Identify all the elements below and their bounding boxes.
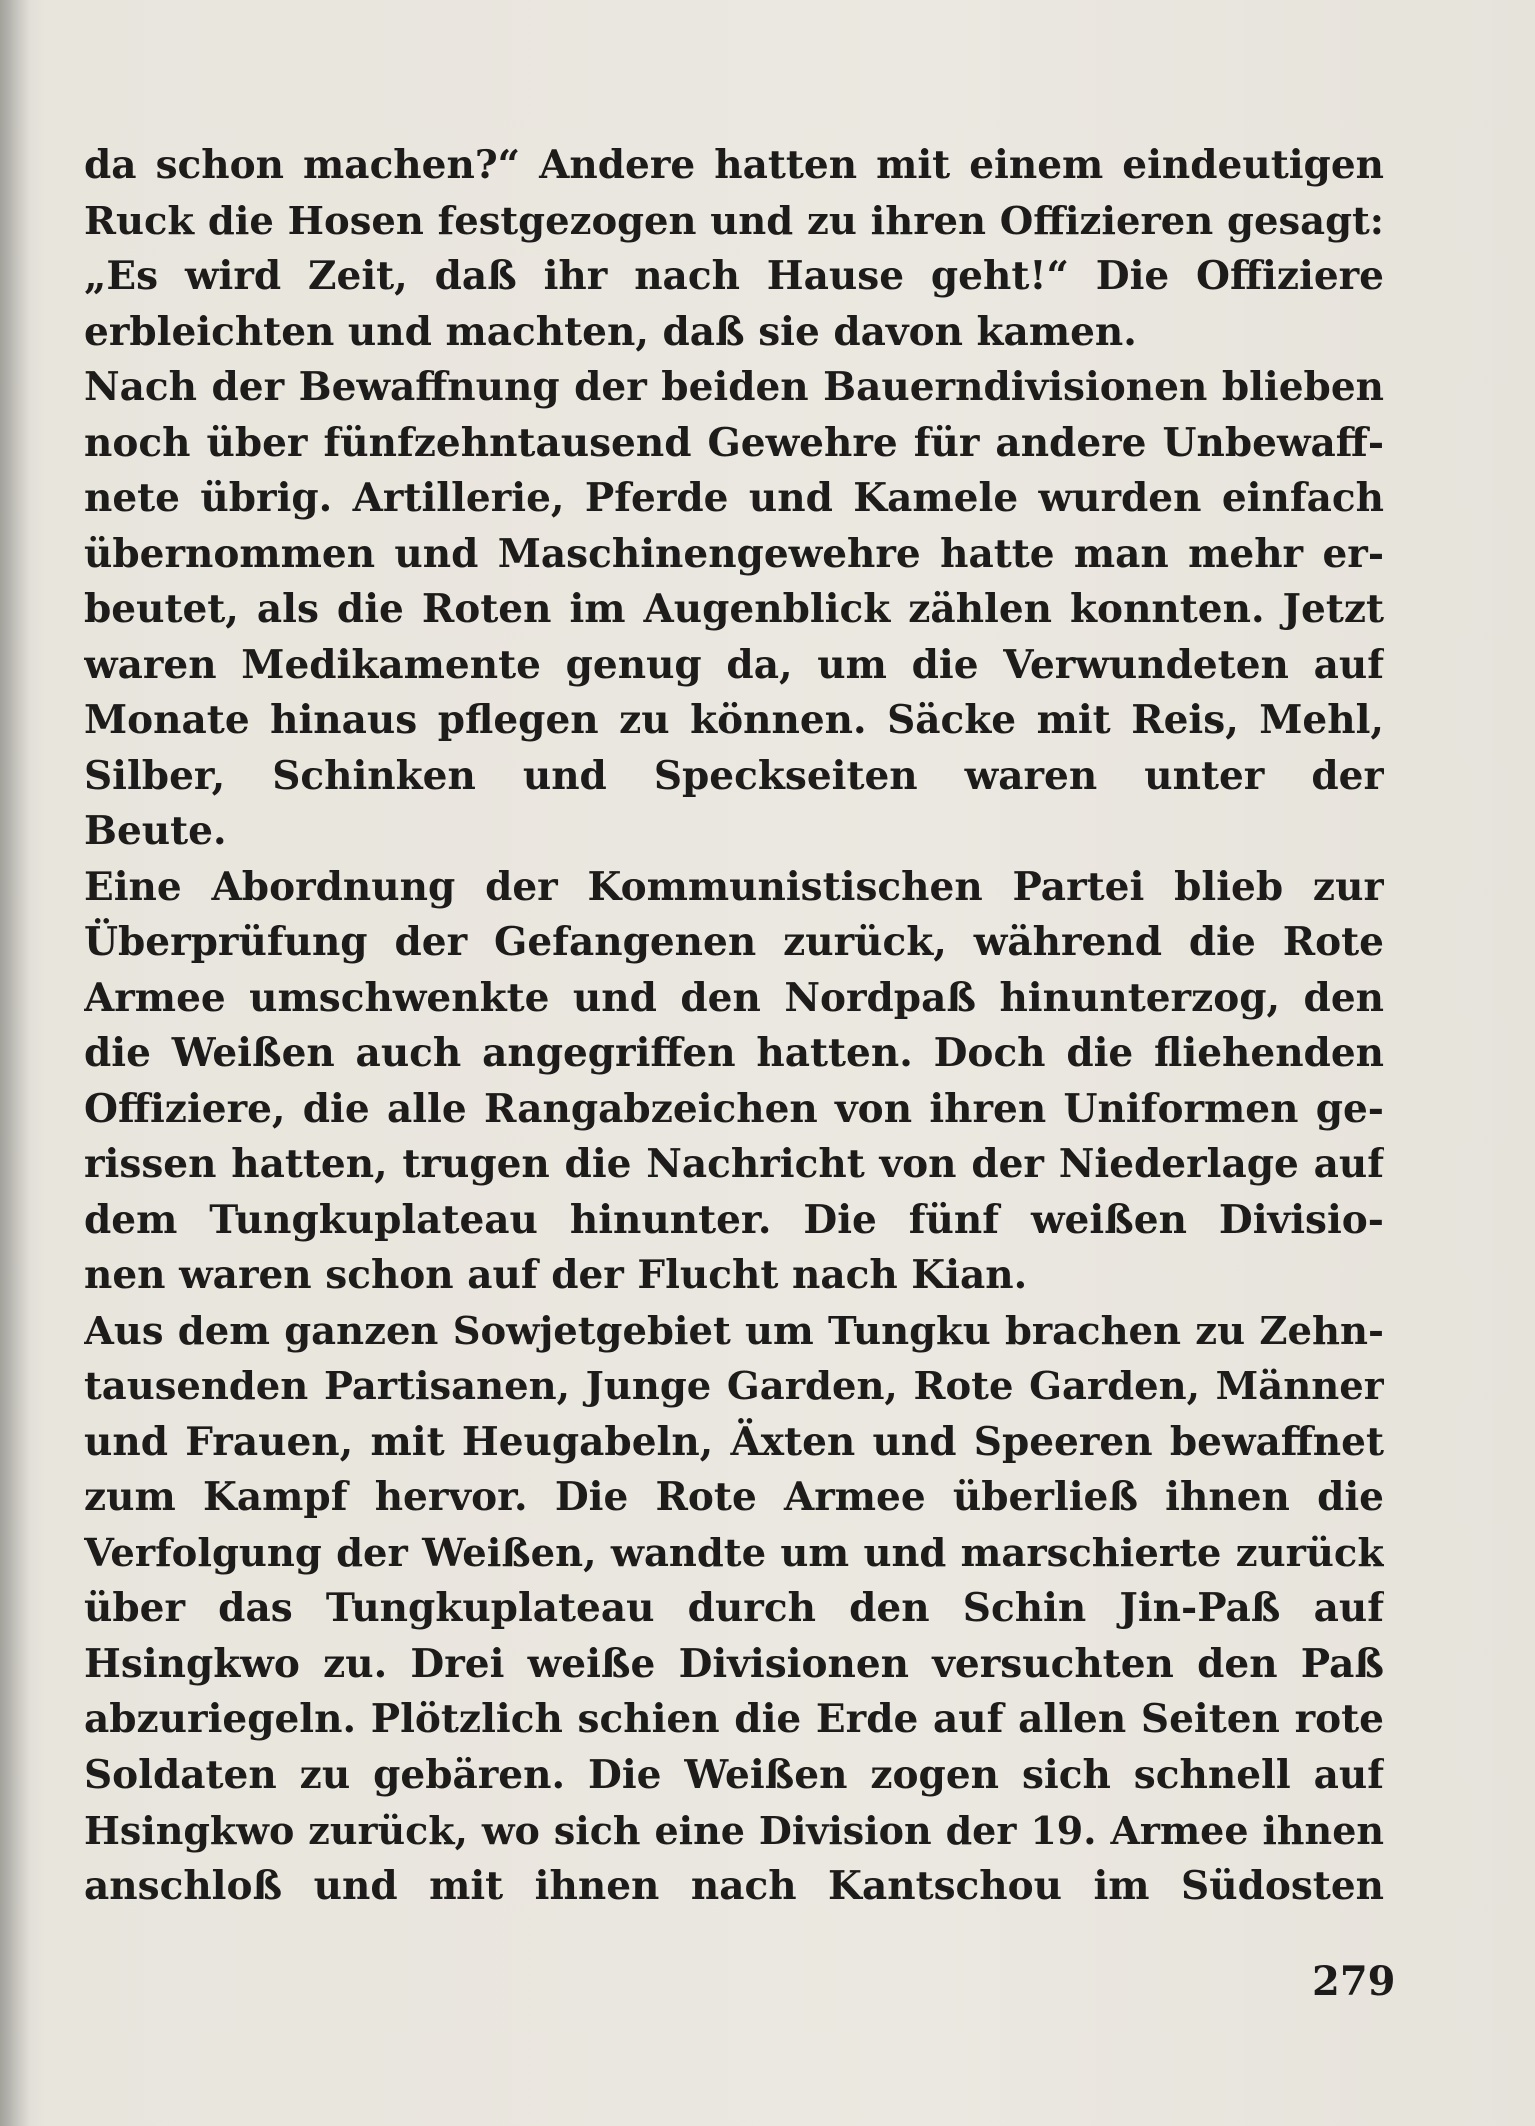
page-number: 279 — [1312, 1958, 1396, 2005]
text-line: Nach der Bewaffnung der beiden Bauerndivisionen blieben — [84, 364, 1384, 410]
body-text — [84, 138, 1384, 1914]
text-line: waren Medikamente genug da, um die Verwundeten auf — [84, 641, 1384, 688]
text-line: Verfolgung der Weißen, wandte um und marschierte zurück — [84, 1530, 1384, 1576]
text-line: und Frauen, mit Heugabeln, Äxten und Speeren bewaffnet — [84, 1418, 1384, 1465]
text-line: Aus dem ganzen Sowjetgebiet um Tungku brachen zu Zehn- — [84, 1308, 1384, 1354]
text-line: nen waren schon auf der Flucht nach Kian. — [84, 1252, 1028, 1298]
text-line: Silber, Schinken und Speckseiten waren unter der — [84, 752, 1384, 799]
text-line: zum Kampf hervor. Die Rote Armee überließ ihnen die — [84, 1474, 1384, 1520]
text-line: Monate hinaus pflegen zu können. Säcke mit Reis, Mehl, — [84, 697, 1384, 743]
text-line: anschloß und mit ihnen nach Kantschou im Südosten — [84, 1862, 1384, 1909]
text-line: Soldaten zu gebären. Die Weißen zogen sich schnell auf — [84, 1751, 1384, 1798]
text-line: abzuriegeln. Plötzlich schien die Erde auf allen Seiten rote — [84, 1696, 1384, 1742]
text-line: nete übrig. Artillerie, Pferde und Kamele wurden einfach — [84, 475, 1384, 521]
text-line: Eine Abordnung der Kommunistischen Partei blieb zur — [84, 863, 1384, 910]
text-line: Ruck die Hosen festgezogen und zu ihren Offizieren gesagt: — [84, 198, 1384, 244]
text-line: Offiziere, die alle Rangabzeichen von ihren Uniformen ge- — [84, 1085, 1384, 1132]
text-line: Hsingkwo zurück, wo sich eine Division der 19. Armee ihnen — [84, 1808, 1384, 1853]
text-line: erbleichten und machten, daß sie davon kamen. — [84, 308, 1137, 355]
text-line: noch über fünfzehntausend Gewehre für andere Unbewaff- — [84, 419, 1384, 466]
text-line: Armee umschwenkte und den Nordpaß hinunterzog, den — [84, 974, 1384, 1021]
text-line: die Weißen auch angegriffen hatten. Doch die fliehenden — [84, 1030, 1384, 1076]
text-line: Beute. — [84, 808, 227, 854]
text-line: übernommen und Maschinengewehre hatte man mehr er- — [84, 530, 1384, 577]
text-line: tausenden Partisanen, Junge Garden, Rote Garden, Männer — [84, 1364, 1384, 1409]
text-line: Hsingkwo zu. Drei weiße Divisionen versuchten den Paß — [84, 1640, 1384, 1687]
text-line: „Es wird Zeit, daß ihr nach Hause geht!“ Die Offiziere — [84, 253, 1384, 299]
text-line: beutet, als die Roten im Augenblick zählen konnten. Jetzt — [84, 586, 1384, 632]
text-line: da schon machen?“ Andere hatten mit einem eindeutigen — [84, 142, 1384, 188]
text-line: dem Tungkuplateau hinunter. Die fünf weißen Divisio- — [84, 1196, 1384, 1243]
text-line: rissen hatten, trugen die Nachricht von der Niederlage auf — [84, 1141, 1384, 1187]
text-line: über das Tungkuplateau durch den Schin Jin-Paß auf — [84, 1585, 1384, 1631]
text-line: Überprüfung der Gefangenen zurück, während die Rote — [84, 919, 1384, 965]
spine-shadow — [0, 0, 30, 2126]
